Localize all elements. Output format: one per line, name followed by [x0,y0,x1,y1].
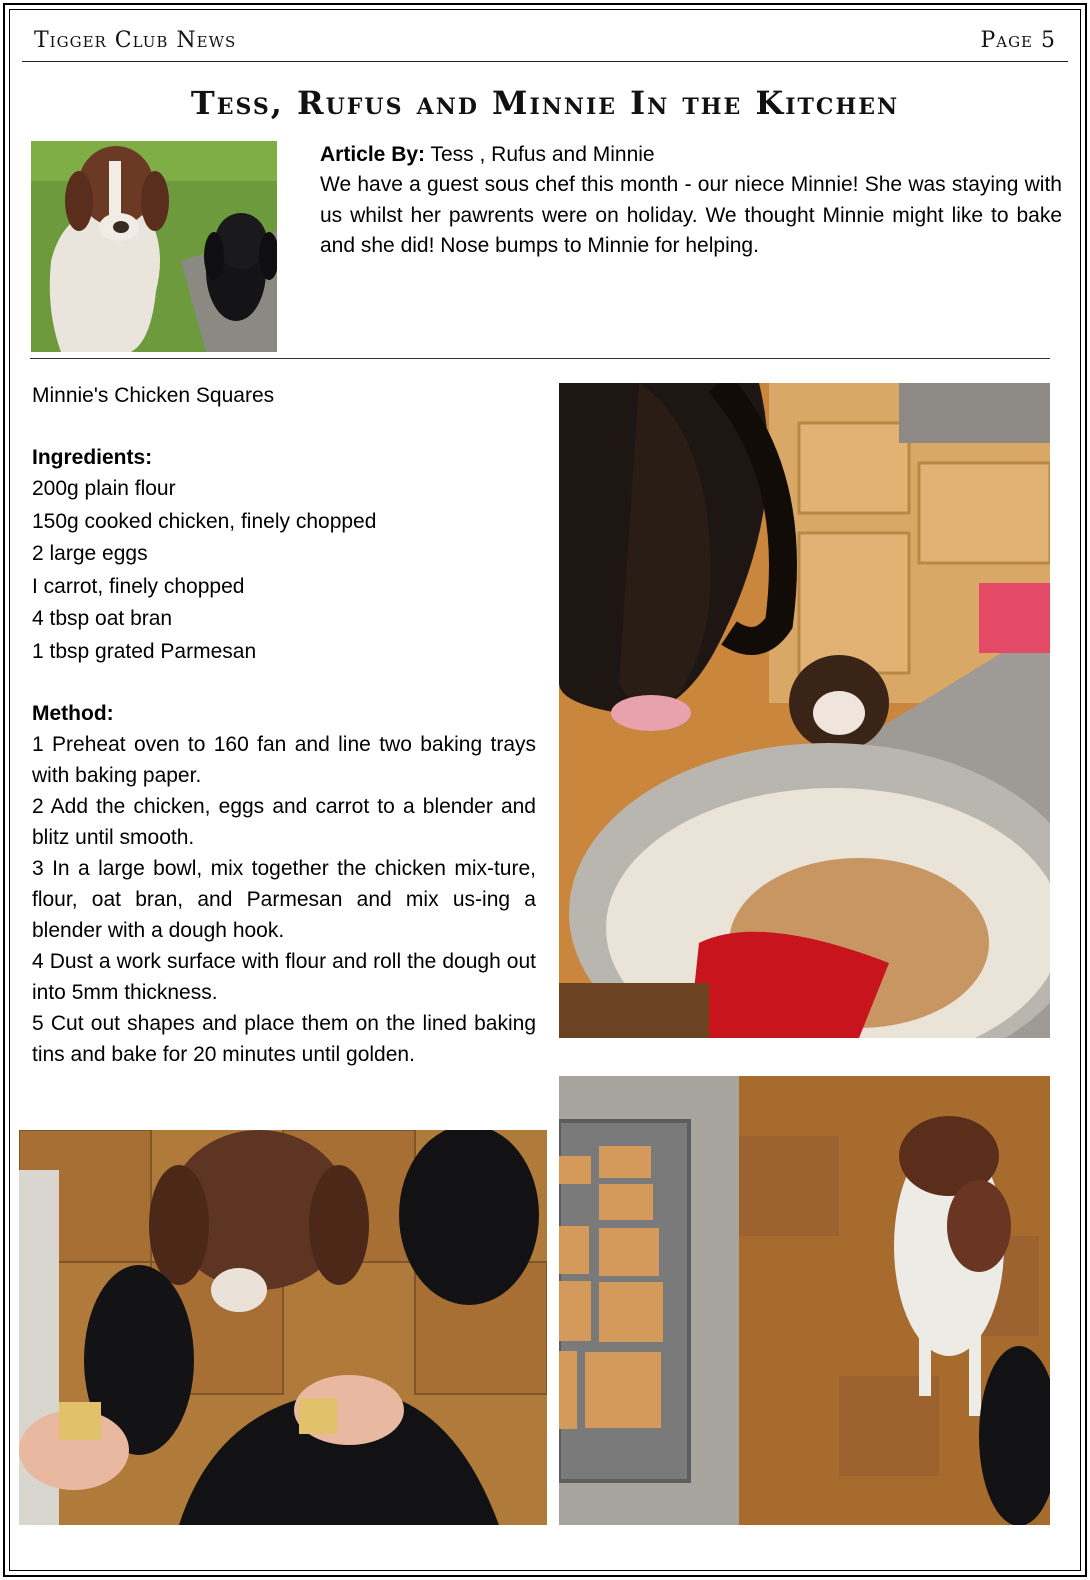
mixing-bowl-photo [559,383,1050,1038]
ingredient-list [32,473,536,668]
running-header [22,26,1068,62]
method-step: 1 Preheat oven to 160 fan and line two baking trays with baking paper. [32,733,536,787]
ingredient-item: 1 tbsp grated Parmesan [32,639,257,663]
byline [320,140,1062,170]
ingredient-item: 2 large eggs [32,542,148,565]
page-number: Page 5 [980,28,1056,53]
method-step: 4 Dust a work surface with flour and roll the dough out into 5mm thickness. [32,950,536,1004]
byline-block [320,140,1062,262]
baking-tray-photo [559,1076,1050,1525]
method-step: 3 In a large bowl, mix together the chicken mix-ture, flour, oat bran, and Parmesan and mix us-ing a blender with a dough hook. [32,857,536,942]
author-dogs-photo [31,141,277,352]
method-list [32,729,536,1070]
method-step: 2 Add the chicken, eggs and carrot to a blender and blitz until smooth. [32,795,536,849]
newsletter-name: Tigger Club News [34,28,237,53]
section-divider [30,358,1050,359]
ingredient-item: 150g cooked chicken, finely chopped [32,509,377,533]
byline-label: Article By: [320,143,426,166]
ingredient-item: I carrot, finely chopped [32,574,245,598]
article-title: Tess, Rufus and Minnie In the Kitchen [190,84,900,122]
recipe-title: Minnie's Chicken Squares [32,384,275,407]
ingredient-item: 4 tbsp oat bran [32,607,173,630]
byline-authors: Tess , Rufus and Minnie [430,143,655,166]
treat-tasting-photo [19,1130,547,1525]
recipe [32,380,536,1070]
method-heading: Method: [32,702,114,725]
method-step: 5 Cut out shapes and place them on the lined baking tins and bake for 20 minutes until golden. [32,1012,536,1066]
ingredient-item: 200g plain flour [32,477,176,500]
article-intro: We have a guest sous chef this month - our niece Minnie! She was staying with us whilst her pawrents were on holiday. We thought Minnie might like to bake and she did! Nose bumps to Minnie for helping. [320,173,1062,257]
ingredients-heading: Ingredients: [32,446,153,469]
